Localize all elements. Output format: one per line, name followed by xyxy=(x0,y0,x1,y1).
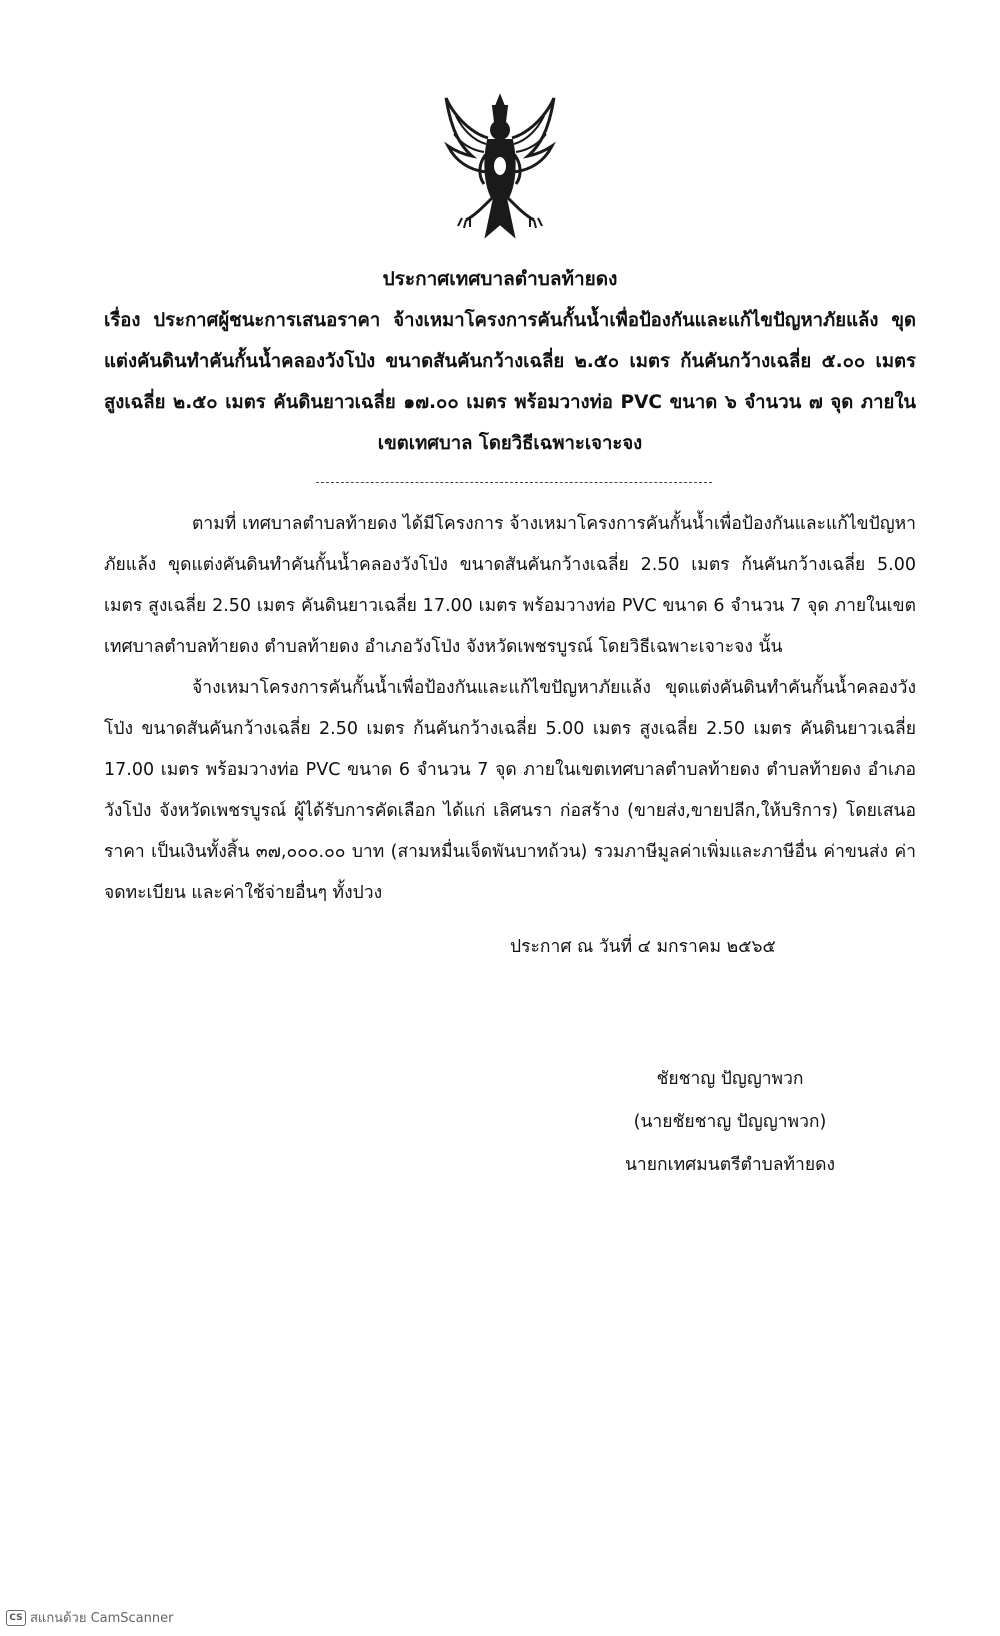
signature-block xyxy=(560,1058,900,1187)
scanner-watermark-text: สแกนด้วย CamScanner xyxy=(30,1611,174,1626)
garuda-emblem-icon xyxy=(438,92,562,242)
announcement-title: ประกาศเทศบาลตำบลท้ายดง xyxy=(382,268,618,290)
signatory-position: นายกเทศมนตรีตำบลท้ายดง xyxy=(624,1155,836,1175)
body-paragraph-1: ตามที่ เทศบาลตำบลท้ายดง ได้มีโครงการ จ้างเหมาโครงการคันกั้นน้ำเพื่อป้องกันและแก้ไขปัญหาภัยแล้ง ขุดแต่งคันดินทำคันกั้นน้ำคลองวังโป่ง ขนาดสันคันกว้างเฉลี่ย 2.50 เมตร ก้นคันกว้างเฉลี่ย 5.00 เมตร สูงเฉลี่ย 2.50 เมตร คันดินยาวเฉลี่ย 17.00 เมตร พร้อมวางท่อ PVC ขนาด 6 จำนวน 7 จุด ภายในเขตเทศบาลตำบลท้ายดง ตำบลท้ายดง อำเภอวังโป่ง จังหวัดเพชรบูรณ์ โดยวิธีเฉพาะเจาะจง นั้น xyxy=(104,514,916,657)
announcement-date: ประกาศ ณ วันที่ ๔ มกราคม ๒๕๖๕ xyxy=(510,937,776,957)
scanner-watermark xyxy=(6,1607,173,1628)
signature-name: ชัยชาญ ปัญญาพวก xyxy=(656,1069,804,1089)
body-paragraph-2: จ้างเหมาโครงการคันกั้นน้ำเพื่อป้องกันและแก้ไขปัญหาภัยแล้ง ขุดแต่งคันดินทำคันกั้นน้ำคลองวังโป่ง ขนาดสันคันกว้างเฉลี่ย 2.50 เมตร ก้นคันกว้างเฉลี่ย 5.00 เมตร สูงเฉลี่ย 2.50 เมตร คันดินยาวเฉลี่ย 17.00 เมตร พร้อมวางท่อ PVC ขนาด 6 จำนวน 7 จุด ภายในเขตเทศบาลตำบลท้ายดง ตำบลท้ายดง อำเภอวังโป่ง จังหวัดเพชรบูรณ์ ผู้ได้รับการคัดเลือก ได้แก่ เลิศนรา ก่อสร้าง (ขายส่ง,ขายปลีก,ให้บริการ) โดยเสนอราคา เป็นเงินทั้งสิ้น ๓๗,๐๐๐.๐๐ บาท (สามหมื่นเจ็ดพันบาทถ้วน) รวมภาษีมูลค่าเพิ่มและภาษีอื่น ค่าขนส่ง ค่าจดทะเบียน และค่าใช้จ่ายอื่นๆ ทั้งปวง xyxy=(104,678,916,903)
section-divider xyxy=(316,482,712,483)
signatory-full-name: (นายชัยชาญ ปัญญาพวก) xyxy=(633,1112,827,1132)
camscanner-logo-icon: CS xyxy=(6,1610,26,1626)
announcement-subject: เรื่อง ประกาศผู้ชนะการเสนอราคา จ้างเหมาโครงการคันกั้นน้ำเพื่อป้องกันและแก้ไขปัญหาภัยแล้ง ขุดแต่งคันดินทำคันกั้นน้ำคลองวังโป่ง ขนาดสันคันกว้างเฉลี่ย ๒.๕๐ เมตร ก้นคันกว้างเฉลี่ย ๕.๐๐ เมตร สูงเฉลี่ย ๒.๕๐ เมตร คันดินยาวเฉลี่ย ๑๗.๐๐ เมตร พร้อมวางท่อ PVC ขนาด ๖ จำนวน ๗ จุด ภายในเขตเทศบาล โดยวิธีเฉพาะเจาะจง xyxy=(104,310,916,454)
